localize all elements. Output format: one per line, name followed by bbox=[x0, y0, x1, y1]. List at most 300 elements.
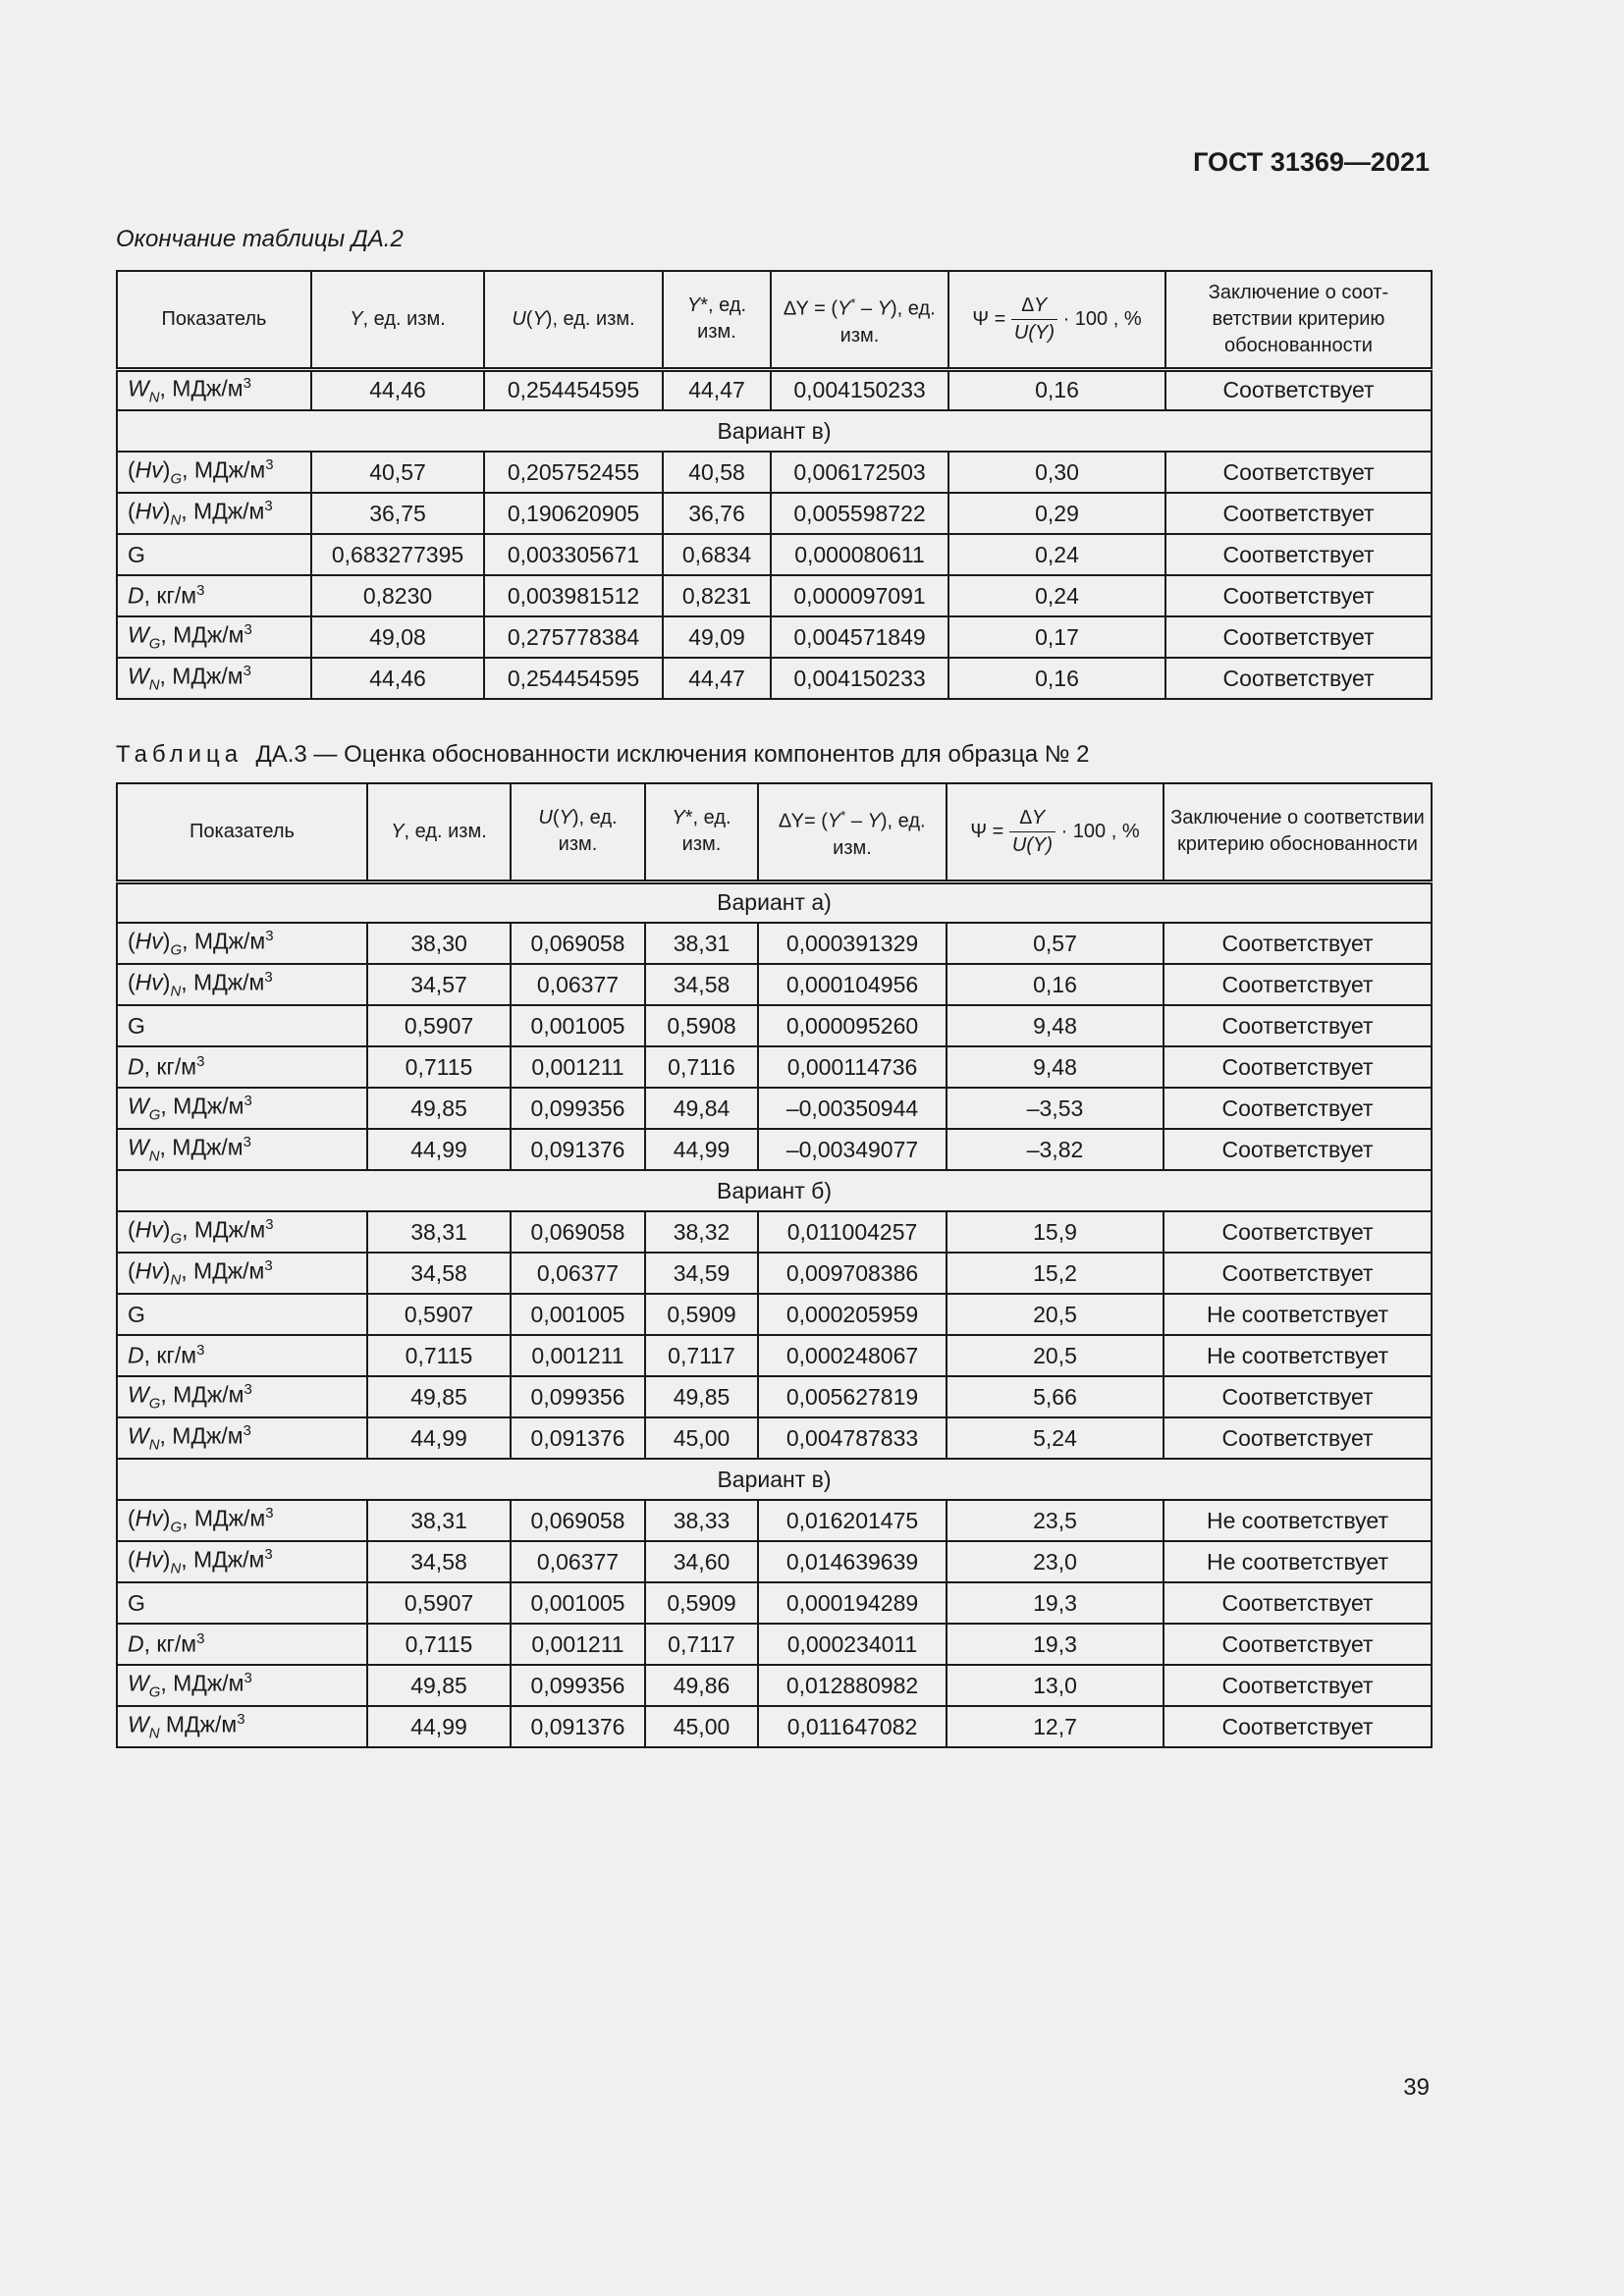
header-ystar: Y*, ед. изм. bbox=[645, 783, 758, 881]
document-code: ГОСТ 31369—2021 bbox=[1193, 147, 1430, 177]
delta-y-cell: 0,000114736 bbox=[758, 1046, 947, 1088]
ystar-cell: 0,5909 bbox=[645, 1294, 758, 1335]
unit-exponent: 3 bbox=[265, 1216, 274, 1234]
uy-cell: 0,06377 bbox=[511, 1253, 645, 1294]
ystar-cell: 45,00 bbox=[645, 1706, 758, 1747]
uy-cell: 0,069058 bbox=[511, 1500, 645, 1541]
table-row bbox=[117, 964, 1432, 1005]
indicator-symbol: Hv bbox=[135, 457, 163, 484]
y-cell: 34,57 bbox=[367, 964, 511, 1005]
conclusion-cell: Соответствует bbox=[1164, 1129, 1432, 1170]
delta-y-cell: 0,000097091 bbox=[771, 575, 948, 616]
unit-exponent: 3 bbox=[237, 1711, 245, 1729]
psi-cell: –3,53 bbox=[947, 1088, 1164, 1129]
psi-cell: 12,7 bbox=[947, 1706, 1164, 1747]
indicator-cell bbox=[117, 452, 311, 493]
indicator-name: G bbox=[128, 1012, 145, 1039]
delta-y-cell: 0,011647082 bbox=[758, 1706, 947, 1747]
indicator-cell bbox=[117, 1376, 367, 1417]
subscript-text: G bbox=[148, 1395, 161, 1413]
ystar-cell: 49,85 bbox=[645, 1376, 758, 1417]
indicator-unit: , МДж/м bbox=[159, 1423, 244, 1450]
y-cell: 0,7115 bbox=[367, 1046, 511, 1088]
table-row bbox=[117, 1500, 1432, 1541]
psi-cell: 0,29 bbox=[948, 493, 1165, 534]
conclusion-cell: Соответствует bbox=[1164, 1046, 1432, 1088]
indicator-subscript bbox=[170, 1561, 181, 1577]
ystar-cell: 44,99 bbox=[645, 1129, 758, 1170]
y-cell: 49,85 bbox=[367, 1088, 511, 1129]
uy-cell: 0,06377 bbox=[511, 1541, 645, 1582]
indicator-subscript bbox=[170, 984, 181, 1000]
ystar-cell: 34,60 bbox=[645, 1541, 758, 1582]
psi-cell: 5,66 bbox=[947, 1376, 1164, 1417]
subscript-text: G bbox=[170, 941, 183, 959]
bracket-close: ) bbox=[162, 457, 171, 484]
conclusion-cell: Соответствует bbox=[1164, 964, 1432, 1005]
bracket-open: ( bbox=[128, 499, 135, 525]
conclusion-cell: Соответствует bbox=[1165, 369, 1432, 410]
y-cell: 49,08 bbox=[311, 616, 484, 658]
delta-y-cell: 0,000248067 bbox=[758, 1335, 947, 1376]
bracket-open: ( bbox=[128, 1258, 135, 1285]
psi-cell: 9,48 bbox=[947, 1046, 1164, 1088]
indicator-unit: , МДж/м bbox=[159, 664, 244, 690]
indicator-unit: , МДж/м bbox=[159, 375, 244, 401]
table-row bbox=[117, 493, 1432, 534]
indicator-cell bbox=[117, 1706, 367, 1747]
indicator-unit: , МДж/м bbox=[160, 1094, 244, 1120]
ystar-cell: 0,8231 bbox=[663, 575, 771, 616]
unit-exponent: 3 bbox=[264, 1257, 273, 1275]
subscript-text: N bbox=[170, 511, 182, 529]
delta-y-cell: 0,004150233 bbox=[771, 369, 948, 410]
indicator-cell bbox=[117, 369, 311, 410]
ystar-cell: 44,47 bbox=[663, 658, 771, 699]
table-row bbox=[117, 575, 1432, 616]
psi-cell: 20,5 bbox=[947, 1294, 1164, 1335]
unit-exponent: 3 bbox=[243, 663, 251, 680]
indicator-symbol: D bbox=[128, 1342, 144, 1368]
psi-cell: 0,16 bbox=[947, 964, 1164, 1005]
bracket-open: ( bbox=[128, 929, 135, 955]
indicator-subscript bbox=[149, 1148, 160, 1165]
bracket-open: ( bbox=[128, 1547, 135, 1574]
indicator-unit: , МДж/м bbox=[160, 1671, 244, 1697]
header-psi: Ψ = $\frac{\Delta Y}{U(Y)}$ · 100 , % bbox=[948, 271, 1165, 369]
psi-cell: 20,5 bbox=[947, 1335, 1164, 1376]
variant-label: Вариант в) bbox=[117, 410, 1432, 452]
ystar-cell: 0,5908 bbox=[645, 1005, 758, 1046]
header-indicator: Показатель bbox=[117, 783, 367, 881]
delta-y-cell: 0,004150233 bbox=[771, 658, 948, 699]
variant-row bbox=[117, 410, 1432, 452]
y-cell: 0,7115 bbox=[367, 1335, 511, 1376]
y-cell: 49,85 bbox=[367, 1665, 511, 1706]
indicator-cell bbox=[117, 1582, 367, 1624]
bracket-open: ( bbox=[128, 1217, 135, 1244]
delta-y-cell: 0,016201475 bbox=[758, 1500, 947, 1541]
table-row bbox=[117, 1706, 1432, 1747]
indicator-subscript bbox=[170, 942, 182, 959]
psi-cell: 0,16 bbox=[948, 369, 1165, 410]
indicator-cell bbox=[117, 1624, 367, 1665]
uy-cell: 0,254454595 bbox=[484, 369, 663, 410]
unit-exponent: 3 bbox=[243, 375, 251, 393]
indicator-unit: МДж/м bbox=[159, 1712, 238, 1738]
indicator-unit: , МДж/м bbox=[181, 1258, 265, 1285]
header-uy: U(Y), ед. изм. bbox=[484, 271, 663, 369]
delta-y-cell: 0,000391329 bbox=[758, 923, 947, 964]
indicator-unit: , кг/м bbox=[143, 582, 197, 609]
delta-y-cell: 0,006172503 bbox=[771, 452, 948, 493]
subscript-text: N bbox=[148, 389, 160, 406]
delta-y-cell: –0,00349077 bbox=[758, 1129, 947, 1170]
indicator-cell bbox=[117, 1046, 367, 1088]
indicator-subscript bbox=[149, 636, 161, 653]
uy-cell: 0,190620905 bbox=[484, 493, 663, 534]
y-cell: 44,99 bbox=[367, 1706, 511, 1747]
bracket-open: ( bbox=[128, 1506, 135, 1532]
table-row bbox=[117, 369, 1432, 410]
psi-cell: 0,30 bbox=[948, 452, 1165, 493]
unit-exponent: 3 bbox=[196, 1053, 205, 1071]
indicator-symbol: Hv bbox=[135, 1547, 163, 1574]
header-y: Y, ед. изм. bbox=[311, 271, 484, 369]
delta-y-cell: 0,000234011 bbox=[758, 1624, 947, 1665]
table-header-row bbox=[117, 271, 1432, 369]
conclusion-cell: Соответствует bbox=[1164, 1211, 1432, 1253]
indicator-symbol: Hv bbox=[135, 1506, 163, 1532]
unit-exponent: 3 bbox=[264, 969, 273, 987]
variant-label: Вариант в) bbox=[117, 1459, 1432, 1500]
psi-cell: 19,3 bbox=[947, 1624, 1164, 1665]
conclusion-cell: Соответствует bbox=[1165, 575, 1432, 616]
conclusion-cell: Соответствует bbox=[1164, 923, 1432, 964]
conclusion-cell: Соответствует bbox=[1165, 616, 1432, 658]
ystar-cell: 49,09 bbox=[663, 616, 771, 658]
table2-caption: Таблица ДА.3 — Оценка обоснованности исключения компонентов для образца № 2 bbox=[116, 741, 1090, 768]
subscript-text: N bbox=[170, 1271, 182, 1289]
y-cell: 44,46 bbox=[311, 369, 484, 410]
subscript-text: N bbox=[148, 1436, 160, 1454]
table1-caption: Окончание таблицы ДА.2 bbox=[116, 226, 404, 252]
delta-y-cell: 0,005627819 bbox=[758, 1376, 947, 1417]
header-ystar: Y*, ед. изм. bbox=[663, 271, 771, 369]
bracket-close: ) bbox=[162, 970, 171, 996]
indicator-subscript bbox=[170, 512, 181, 529]
delta-y-cell: 0,005598722 bbox=[771, 493, 948, 534]
uy-cell: 0,091376 bbox=[511, 1706, 645, 1747]
y-cell: 36,75 bbox=[311, 493, 484, 534]
conclusion-cell: Соответствует bbox=[1164, 1624, 1432, 1665]
indicator-subscript bbox=[149, 1437, 160, 1454]
indicator-unit: , МДж/м bbox=[182, 1217, 266, 1244]
indicator-symbol: Hv bbox=[135, 1217, 163, 1244]
y-cell: 44,99 bbox=[367, 1129, 511, 1170]
delta-y-cell: 0,000205959 bbox=[758, 1294, 947, 1335]
unit-exponent: 3 bbox=[243, 1134, 251, 1151]
unit-exponent: 3 bbox=[265, 456, 274, 474]
indicator-unit: , МДж/м bbox=[181, 499, 265, 525]
uy-cell: 0,001211 bbox=[511, 1624, 645, 1665]
conclusion-cell: Соответствует bbox=[1164, 1665, 1432, 1706]
y-cell: 38,31 bbox=[367, 1211, 511, 1253]
uy-cell: 0,099356 bbox=[511, 1088, 645, 1129]
uy-cell: 0,091376 bbox=[511, 1417, 645, 1459]
unit-exponent: 3 bbox=[244, 1381, 252, 1399]
indicator-subscript bbox=[170, 1231, 182, 1248]
psi-cell: 0,24 bbox=[948, 575, 1165, 616]
delta-y-cell: 0,011004257 bbox=[758, 1211, 947, 1253]
unit-exponent: 3 bbox=[244, 621, 252, 639]
indicator-symbol: W bbox=[128, 1712, 149, 1738]
psi-cell: 0,16 bbox=[948, 658, 1165, 699]
indicator-unit: , МДж/м bbox=[160, 622, 244, 649]
header-psi: Ψ = $\frac{\Delta Y}{U(Y)}$ · 100 , % bbox=[947, 783, 1164, 881]
conclusion-cell: Соответствует bbox=[1164, 1253, 1432, 1294]
indicator-subscript bbox=[170, 1272, 181, 1289]
unit-exponent: 3 bbox=[244, 1670, 252, 1687]
bracket-close: ) bbox=[162, 1547, 171, 1574]
indicator-unit: , кг/м bbox=[143, 1630, 197, 1657]
indicator-subscript bbox=[149, 1107, 161, 1124]
header-y: Y, ед. изм. bbox=[367, 783, 511, 881]
ystar-cell: 0,7117 bbox=[645, 1624, 758, 1665]
ystar-cell: 34,59 bbox=[645, 1253, 758, 1294]
indicator-cell bbox=[117, 923, 367, 964]
indicator-symbol: D bbox=[128, 582, 144, 609]
ystar-cell: 38,32 bbox=[645, 1211, 758, 1253]
ystar-cell: 44,47 bbox=[663, 369, 771, 410]
conclusion-cell: Соответствует bbox=[1164, 1417, 1432, 1459]
psi-cell: 9,48 bbox=[947, 1005, 1164, 1046]
indicator-cell bbox=[117, 1211, 367, 1253]
indicator-cell bbox=[117, 1005, 367, 1046]
indicator-subscript bbox=[149, 1684, 161, 1701]
psi-cell: 0,57 bbox=[947, 923, 1164, 964]
uy-cell: 0,003305671 bbox=[484, 534, 663, 575]
bracket-close: ) bbox=[162, 1258, 171, 1285]
y-cell: 44,46 bbox=[311, 658, 484, 699]
indicator-unit: , МДж/м bbox=[181, 970, 265, 996]
delta-y-cell: 0,000080611 bbox=[771, 534, 948, 575]
subscript-text: N bbox=[148, 1148, 160, 1165]
conclusion-cell: Не соответствует bbox=[1164, 1294, 1432, 1335]
uy-cell: 0,001005 bbox=[511, 1294, 645, 1335]
indicator-unit: , МДж/м bbox=[181, 1547, 265, 1574]
indicator-name: G bbox=[128, 541, 145, 567]
y-cell: 49,85 bbox=[367, 1376, 511, 1417]
header-delta-y: ∆Y= (Y* – Y), ед. изм. bbox=[758, 783, 947, 881]
indicator-unit: , МДж/м bbox=[160, 1382, 244, 1409]
header-indicator: Показатель bbox=[117, 271, 311, 369]
y-cell: 0,5907 bbox=[367, 1294, 511, 1335]
unit-exponent: 3 bbox=[264, 498, 273, 515]
indicator-subscript bbox=[149, 677, 160, 694]
table-da2-end bbox=[116, 270, 1433, 700]
uy-cell: 0,001211 bbox=[511, 1335, 645, 1376]
indicator-name: G bbox=[128, 1301, 145, 1327]
table-row bbox=[117, 616, 1432, 658]
y-cell: 38,31 bbox=[367, 1500, 511, 1541]
indicator-cell bbox=[117, 493, 311, 534]
table-row bbox=[117, 1665, 1432, 1706]
indicator-subscript bbox=[149, 389, 160, 405]
bracket-open: ( bbox=[128, 457, 135, 484]
indicator-symbol: W bbox=[128, 1094, 149, 1120]
subscript-text: G bbox=[170, 1519, 183, 1536]
psi-cell: 0,24 bbox=[948, 534, 1165, 575]
delta-y-cell: 0,000194289 bbox=[758, 1582, 947, 1624]
psi-cell: 13,0 bbox=[947, 1665, 1164, 1706]
uy-cell: 0,069058 bbox=[511, 1211, 645, 1253]
subscript-text: G bbox=[170, 470, 183, 488]
indicator-symbol: W bbox=[128, 1382, 149, 1409]
indicator-cell bbox=[117, 1294, 367, 1335]
table-row bbox=[117, 1294, 1432, 1335]
subscript-text: G bbox=[148, 635, 161, 653]
indicator-symbol: D bbox=[128, 1053, 144, 1080]
y-cell: 38,30 bbox=[367, 923, 511, 964]
unit-exponent: 3 bbox=[243, 1422, 251, 1440]
table-row bbox=[117, 534, 1432, 575]
uy-cell: 0,069058 bbox=[511, 923, 645, 964]
delta-y-cell: 0,014639639 bbox=[758, 1541, 947, 1582]
indicator-symbol: W bbox=[128, 1135, 149, 1161]
indicator-cell bbox=[117, 1500, 367, 1541]
ystar-cell: 45,00 bbox=[645, 1417, 758, 1459]
bracket-close: ) bbox=[162, 1217, 171, 1244]
indicator-cell bbox=[117, 658, 311, 699]
subscript-text: G bbox=[170, 1230, 183, 1248]
psi-cell: –3,82 bbox=[947, 1129, 1164, 1170]
delta-y-cell: 0,012880982 bbox=[758, 1665, 947, 1706]
variant-row bbox=[117, 1170, 1432, 1211]
unit-exponent: 3 bbox=[196, 582, 205, 600]
indicator-cell bbox=[117, 1335, 367, 1376]
indicator-subscript bbox=[170, 471, 182, 488]
indicator-symbol: W bbox=[128, 664, 149, 690]
indicator-symbol: Hv bbox=[135, 929, 163, 955]
table-row bbox=[117, 1417, 1432, 1459]
unit-exponent: 3 bbox=[196, 1630, 205, 1648]
ystar-cell: 0,7116 bbox=[645, 1046, 758, 1088]
table-row bbox=[117, 1624, 1432, 1665]
indicator-cell bbox=[117, 964, 367, 1005]
table-header-row bbox=[117, 783, 1432, 881]
indicator-symbol: Hv bbox=[135, 970, 163, 996]
ystar-cell: 36,76 bbox=[663, 493, 771, 534]
y-cell: 0,5907 bbox=[367, 1582, 511, 1624]
table-row bbox=[117, 1046, 1432, 1088]
indicator-cell bbox=[117, 1541, 367, 1582]
variant-label: Вариант а) bbox=[117, 881, 1432, 923]
indicator-cell bbox=[117, 1417, 367, 1459]
indicator-symbol: Hv bbox=[135, 499, 163, 525]
conclusion-cell: Соответствует bbox=[1164, 1706, 1432, 1747]
indicator-cell bbox=[117, 616, 311, 658]
delta-y-cell: 0,004787833 bbox=[758, 1417, 947, 1459]
table-row bbox=[117, 1005, 1432, 1046]
table-row bbox=[117, 923, 1432, 964]
indicator-cell bbox=[117, 1088, 367, 1129]
table-row bbox=[117, 1129, 1432, 1170]
conclusion-cell: Соответствует bbox=[1165, 452, 1432, 493]
indicator-unit: , МДж/м bbox=[182, 457, 266, 484]
conclusion-cell: Соответствует bbox=[1165, 658, 1432, 699]
delta-y-cell: 0,000104956 bbox=[758, 964, 947, 1005]
indicator-cell bbox=[117, 1665, 367, 1706]
subscript-text: N bbox=[148, 676, 160, 694]
ystar-cell: 34,58 bbox=[645, 964, 758, 1005]
table-row bbox=[117, 1088, 1432, 1129]
psi-cell: 19,3 bbox=[947, 1582, 1164, 1624]
table-row bbox=[117, 1253, 1432, 1294]
bracket-close: ) bbox=[162, 929, 171, 955]
indicator-symbol: W bbox=[128, 375, 149, 401]
delta-y-cell: 0,004571849 bbox=[771, 616, 948, 658]
psi-cell: 5,24 bbox=[947, 1417, 1164, 1459]
table-row bbox=[117, 1335, 1432, 1376]
delta-y-cell: –0,00350944 bbox=[758, 1088, 947, 1129]
page-number: 39 bbox=[1403, 2074, 1430, 2101]
indicator-unit: , кг/м bbox=[143, 1342, 197, 1368]
uy-cell: 0,001211 bbox=[511, 1046, 645, 1088]
ystar-cell: 38,31 bbox=[645, 923, 758, 964]
ystar-cell: 0,5909 bbox=[645, 1582, 758, 1624]
indicator-name: G bbox=[128, 1589, 145, 1616]
table-row bbox=[117, 1211, 1432, 1253]
table-row bbox=[117, 1376, 1432, 1417]
subscript-text: N bbox=[170, 1560, 182, 1577]
table-da3 bbox=[116, 782, 1433, 1748]
indicator-cell bbox=[117, 534, 311, 575]
ystar-cell: 49,84 bbox=[645, 1088, 758, 1129]
header-delta-y: ∆Y = (Y* – Y), ед. изм. bbox=[771, 271, 948, 369]
conclusion-cell: Соответствует bbox=[1164, 1376, 1432, 1417]
indicator-symbol: W bbox=[128, 622, 149, 649]
conclusion-cell: Соответствует bbox=[1165, 493, 1432, 534]
y-cell: 0,683277395 bbox=[311, 534, 484, 575]
indicator-unit: , МДж/м bbox=[182, 1506, 266, 1532]
variant-label: Вариант б) bbox=[117, 1170, 1432, 1211]
indicator-symbol: Hv bbox=[135, 1258, 163, 1285]
ystar-cell: 40,58 bbox=[663, 452, 771, 493]
table-row bbox=[117, 1582, 1432, 1624]
table-row bbox=[117, 658, 1432, 699]
table-row bbox=[117, 452, 1432, 493]
conclusion-cell: Соответствует bbox=[1164, 1005, 1432, 1046]
ystar-cell: 38,33 bbox=[645, 1500, 758, 1541]
y-cell: 40,57 bbox=[311, 452, 484, 493]
indicator-cell bbox=[117, 1253, 367, 1294]
indicator-cell bbox=[117, 575, 311, 616]
unit-exponent: 3 bbox=[196, 1342, 205, 1360]
uy-cell: 0,099356 bbox=[511, 1376, 645, 1417]
unit-exponent: 3 bbox=[265, 928, 274, 945]
uy-cell: 0,003981512 bbox=[484, 575, 663, 616]
conclusion-cell: Соответствует bbox=[1164, 1088, 1432, 1129]
indicator-subscript bbox=[170, 1520, 182, 1536]
variant-row bbox=[117, 1459, 1432, 1500]
y-cell: 34,58 bbox=[367, 1541, 511, 1582]
delta-y-cell: 0,009708386 bbox=[758, 1253, 947, 1294]
indicator-symbol: D bbox=[128, 1630, 144, 1657]
y-cell: 0,5907 bbox=[367, 1005, 511, 1046]
psi-cell: 15,9 bbox=[947, 1211, 1164, 1253]
conclusion-cell: Соответствует bbox=[1164, 1582, 1432, 1624]
